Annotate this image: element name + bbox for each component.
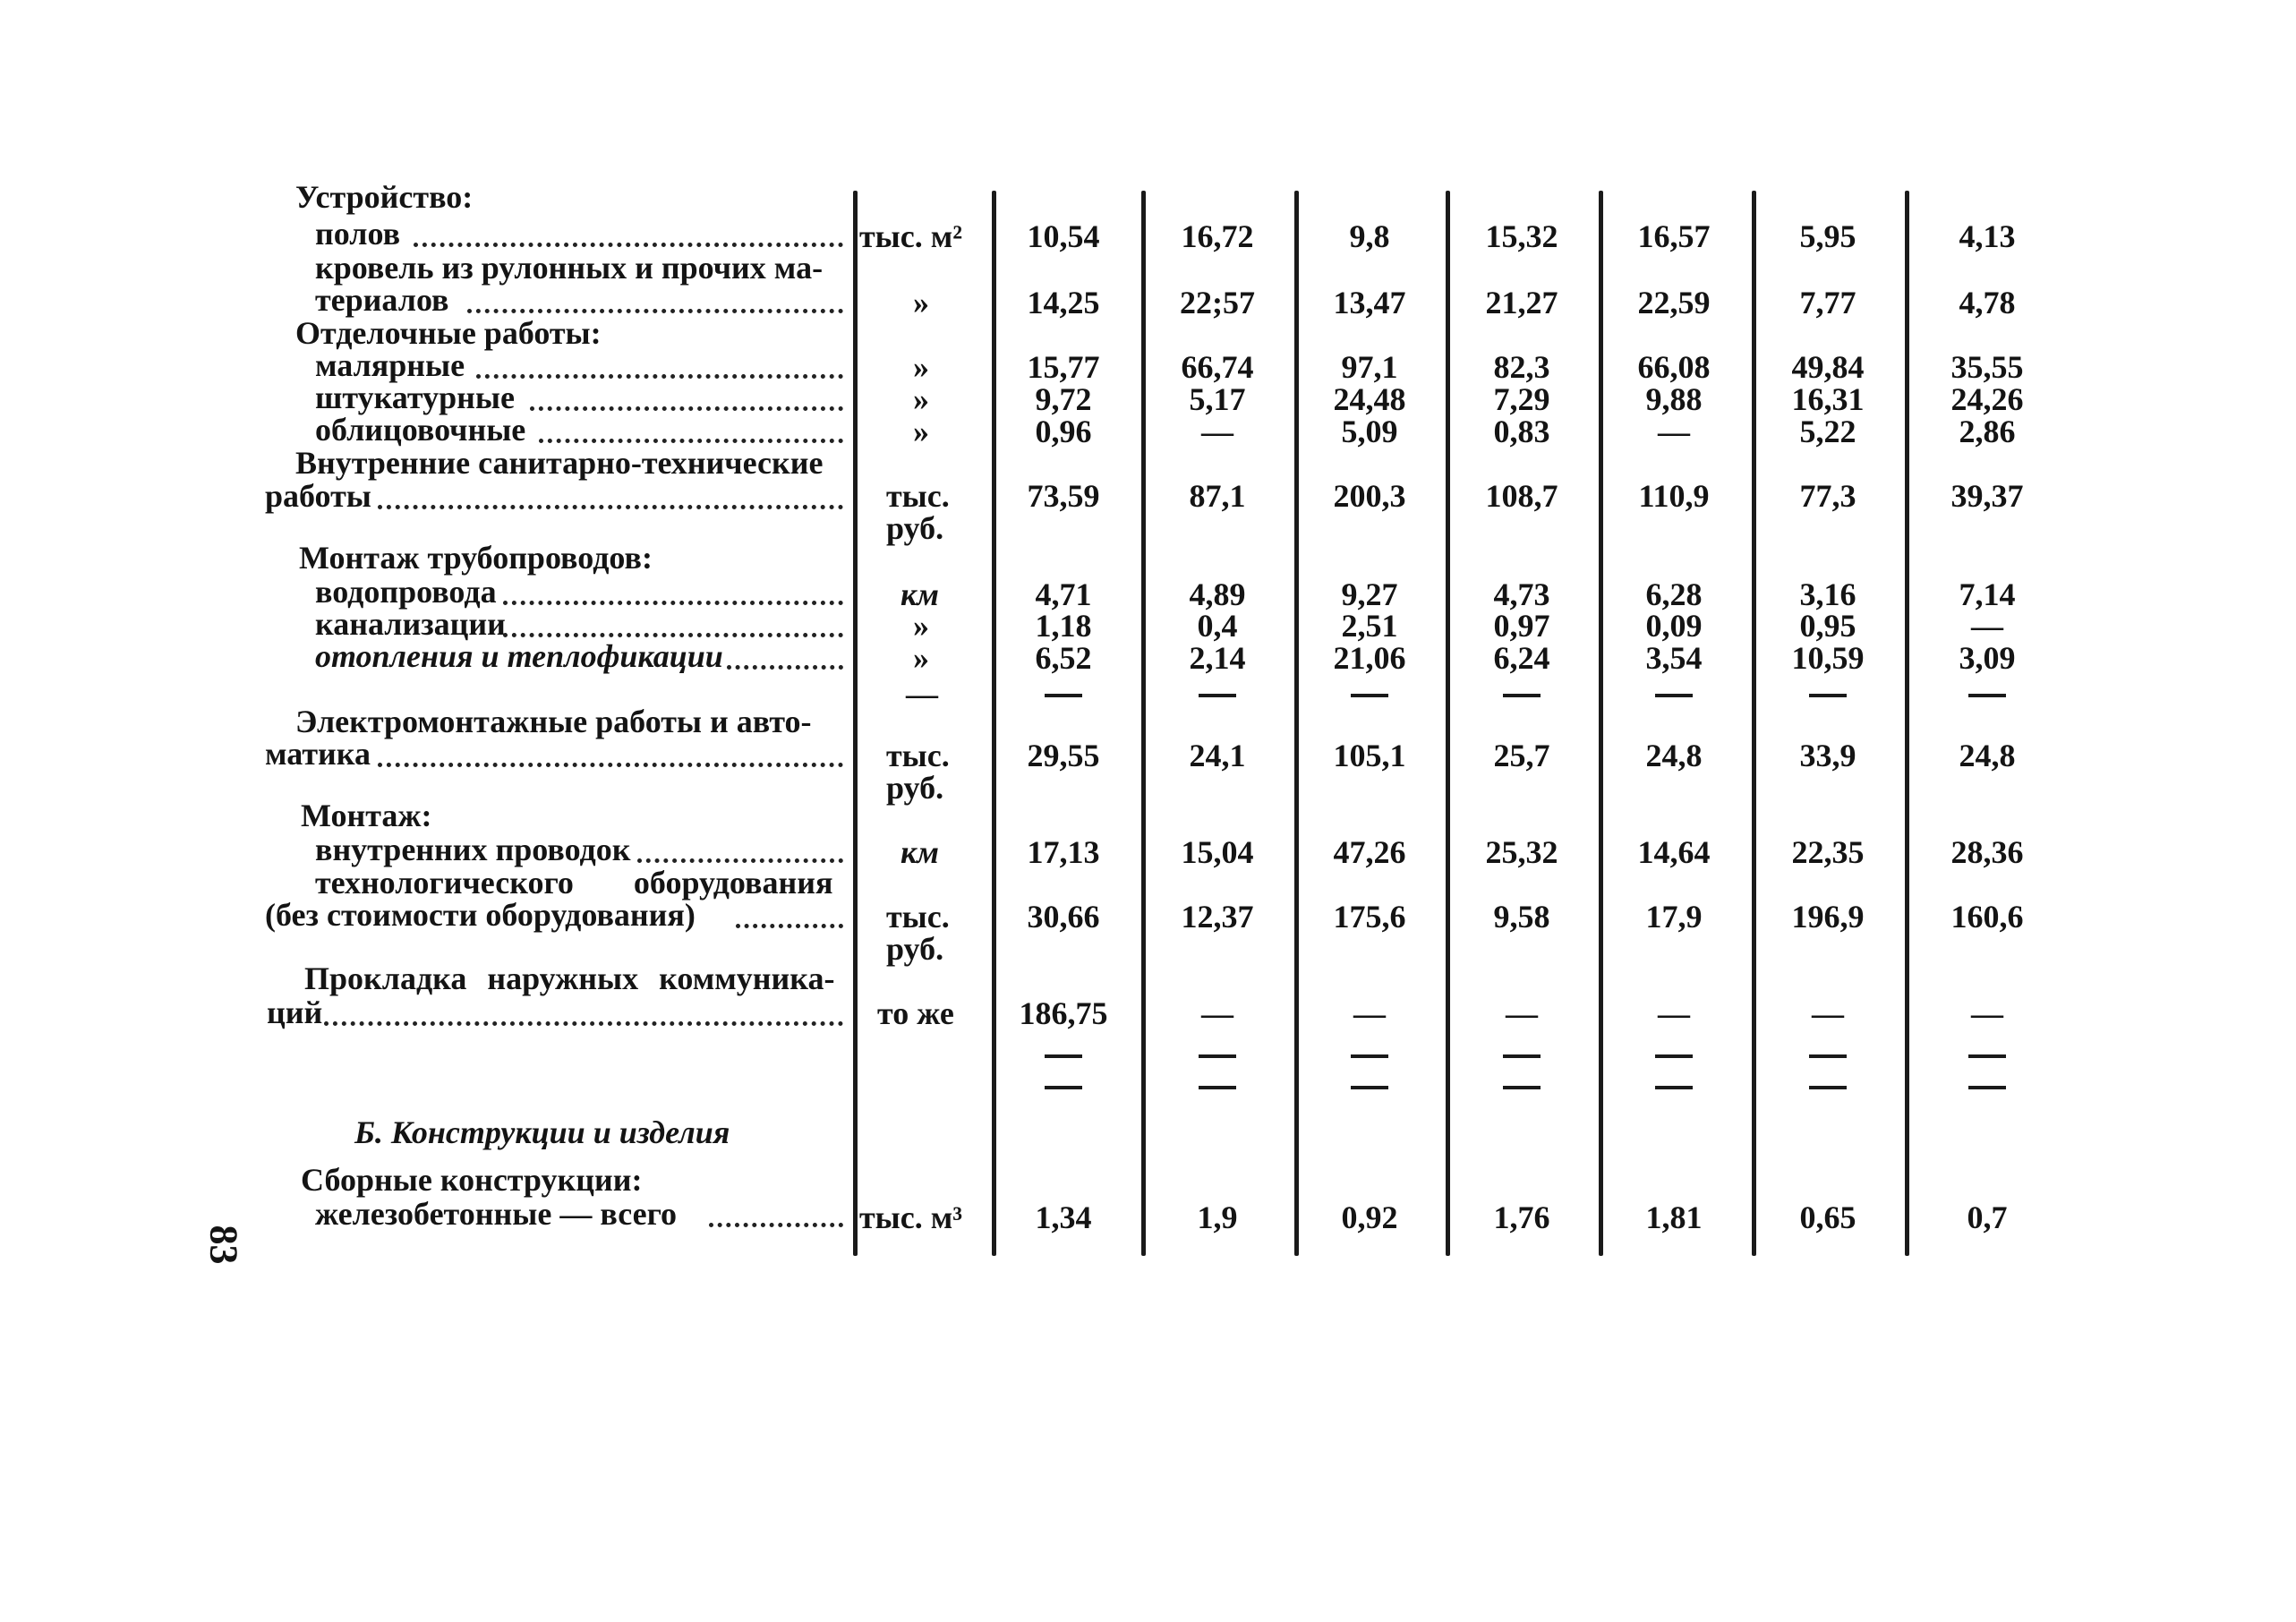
value-cell-malyarnye: 49,84: [1791, 349, 1865, 385]
value-cell-kanalizatsiya: 0,09: [1645, 608, 1703, 644]
separator-dash: [1351, 1086, 1388, 1089]
dot-leader: [727, 662, 843, 670]
value-cell-prokladka: —: [1812, 995, 1844, 1031]
dot-leader: [736, 920, 843, 928]
dot-leader: [637, 855, 843, 863]
value-cell-vodoprovod: 4,71: [1035, 576, 1092, 612]
value-cell-prokladka: —: [1506, 995, 1538, 1031]
value-cell-krovel: 4,78: [1959, 285, 2016, 320]
row-label-poly: полов: [315, 216, 401, 252]
dot-leader: [709, 1219, 843, 1227]
row-label-tekhn-1: технологического оборудования: [315, 865, 833, 901]
unit-cell: »: [913, 414, 929, 449]
row-label-krovel-1: кровель из рулонных и прочих ма-: [315, 250, 824, 286]
value-cell-tekhn: 30,66: [1027, 899, 1100, 935]
separator-dash: [1655, 1054, 1693, 1058]
row-label-oblitsovochnye: облицовочные: [315, 412, 526, 448]
value-cell-krovel: 14,25: [1027, 285, 1100, 320]
value-cell-prokladka: —: [1971, 995, 2003, 1031]
unit-cell: руб.: [886, 931, 944, 967]
value-cell-shtukaturnye: 24,26: [1950, 381, 2024, 417]
value-cell-malyarnye: 66,74: [1181, 349, 1254, 385]
value-cell-zhb: 0,65: [1799, 1199, 1856, 1235]
value-cell-vodoprovod: 7,14: [1959, 576, 2016, 612]
row-label-tekhn-2: (без стоимости оборудования): [265, 897, 696, 933]
separator-dash: [1655, 694, 1693, 697]
separator-dash: [1968, 694, 2006, 697]
value-cell-vnutr: 200,3: [1333, 478, 1406, 514]
value-cell-otoplenie: 10,59: [1791, 640, 1865, 676]
value-cell-otoplenie: 3,54: [1645, 640, 1703, 676]
column-rule: [1752, 191, 1756, 1256]
value-cell-vnutr: 108,7: [1485, 478, 1558, 514]
dot-leader: [324, 1018, 843, 1026]
value-cell-kanalizatsiya: 2,51: [1341, 608, 1398, 644]
column-rule: [1294, 191, 1299, 1256]
separator-dash: [1809, 1086, 1847, 1089]
value-cell-vnutr: 77,3: [1799, 478, 1856, 514]
separator-dash: [1503, 1086, 1541, 1089]
value-cell-kanalizatsiya: 0,95: [1799, 608, 1856, 644]
unit-cell: »: [913, 381, 929, 417]
value-cell-vodoprovod: 9,27: [1341, 576, 1398, 612]
value-cell-vodoprovod: 4,73: [1493, 576, 1550, 612]
value-cell-vnutr: 87,1: [1189, 478, 1246, 514]
unit-cell: руб.: [886, 770, 944, 806]
value-cell-tekhn: 175,6: [1333, 899, 1406, 935]
value-cell-krovel: 7,77: [1799, 285, 1856, 320]
row-label-prokladka-1: Прокладка наружных коммуника-: [304, 960, 835, 996]
value-cell-elektro: 24,1: [1189, 738, 1246, 773]
row-label-vnutr-1: Внутренние санитарно-технические: [295, 445, 824, 481]
value-cell-elektro: 24,8: [1959, 738, 2016, 773]
separator-dash: [1351, 694, 1388, 697]
row-label-vnutr-2: работы: [265, 478, 371, 514]
value-cell-vodoprovod: 3,16: [1799, 576, 1856, 612]
value-cell-prokladka: —: [1201, 995, 1233, 1031]
separator-dash: [1503, 694, 1541, 697]
value-cell-krovel: 21,27: [1485, 285, 1558, 320]
value-cell-oblitsovochnye: 0,83: [1493, 414, 1550, 449]
separator-dash: [1968, 1086, 2006, 1089]
row-label-sbornye: Сборные конструкции:: [301, 1162, 643, 1198]
dot-leader: [378, 759, 843, 767]
value-cell-elektro: 25,7: [1493, 738, 1550, 773]
value-cell-provodki: 25,32: [1485, 834, 1558, 870]
value-cell-vnutr: 73,59: [1027, 478, 1100, 514]
unit-cell: —: [906, 676, 938, 712]
row-label-montazh-trub: Монтаж трубопроводов:: [299, 540, 653, 576]
unit-cell: тыс. м³: [859, 1199, 963, 1235]
value-cell-kanalizatsiya: 0,97: [1493, 608, 1550, 644]
row-label-provodki: внутренних проводок: [315, 832, 631, 867]
row-label-vodoprovod: водопровода: [315, 574, 497, 610]
value-cell-malyarnye: 97,1: [1341, 349, 1398, 385]
separator-dash: [1809, 1054, 1847, 1058]
value-cell-tekhn: 160,6: [1950, 899, 2024, 935]
value-cell-kanalizatsiya: —: [1971, 608, 2003, 644]
value-cell-poly: 4,13: [1959, 218, 2016, 254]
value-cell-kanalizatsiya: 0,4: [1197, 608, 1238, 644]
value-cell-vodoprovod: 6,28: [1645, 576, 1703, 612]
dot-leader: [539, 435, 843, 443]
value-cell-oblitsovochnye: 5,22: [1799, 414, 1856, 449]
dot-leader: [530, 403, 843, 411]
value-cell-otoplenie: 3,09: [1959, 640, 2016, 676]
separator-dash: [1199, 694, 1236, 697]
value-cell-krovel: 13,47: [1333, 285, 1406, 320]
value-cell-otoplenie: 2,14: [1189, 640, 1246, 676]
row-label-otoplenie: отопления и теплофикации: [315, 638, 723, 674]
unit-cell: тыс.: [886, 899, 950, 935]
value-cell-poly: 10,54: [1027, 218, 1100, 254]
value-cell-malyarnye: 82,3: [1493, 349, 1550, 385]
value-cell-provodki: 17,13: [1027, 834, 1100, 870]
value-cell-prokladka: —: [1353, 995, 1386, 1031]
row-label-krovel-2: териалов: [315, 282, 449, 318]
separator-dash: [1045, 694, 1082, 697]
row-label-shtukaturnye: штукатурные: [315, 380, 515, 415]
value-cell-zhb: 0,92: [1341, 1199, 1398, 1235]
value-cell-otoplenie: 6,52: [1035, 640, 1092, 676]
value-cell-elektro: 24,8: [1645, 738, 1703, 773]
separator-dash: [1809, 694, 1847, 697]
value-cell-provodki: 47,26: [1333, 834, 1406, 870]
unit-cell: км: [900, 834, 939, 870]
column-rule: [1141, 191, 1146, 1256]
value-cell-poly: 15,32: [1485, 218, 1558, 254]
separator-dash: [1655, 1086, 1693, 1089]
value-cell-malyarnye: 35,55: [1950, 349, 2024, 385]
dot-leader: [378, 501, 843, 509]
value-cell-poly: 9,8: [1349, 218, 1390, 254]
value-cell-poly: 5,95: [1799, 218, 1856, 254]
row-label-zhb: железобетонные — всего: [315, 1196, 678, 1232]
column-rule: [1446, 191, 1450, 1256]
value-cell-tekhn: 12,37: [1181, 899, 1254, 935]
separator-dash: [1503, 1054, 1541, 1058]
value-cell-krovel: 22;57: [1180, 285, 1255, 320]
row-label-malyarnye: малярные: [315, 347, 465, 383]
row-label-elektro-1: Электромонтажные работы и авто-: [295, 704, 812, 739]
column-rule: [1599, 191, 1603, 1256]
value-cell-krovel: 22,59: [1637, 285, 1711, 320]
value-cell-oblitsovochnye: 2,86: [1959, 414, 2016, 449]
value-cell-malyarnye: 15,77: [1027, 349, 1100, 385]
value-cell-shtukaturnye: 24,48: [1333, 381, 1406, 417]
value-cell-provodki: 14,64: [1637, 834, 1711, 870]
value-cell-vodoprovod: 4,89: [1189, 576, 1246, 612]
row-label-kanalizatsiya: канализации: [315, 606, 506, 642]
separator-dash: [1045, 1086, 1082, 1089]
row-label-elektro-2: матика: [265, 736, 371, 772]
value-cell-oblitsovochnye: 0,96: [1035, 414, 1092, 449]
unit-cell: »: [913, 640, 929, 676]
value-cell-shtukaturnye: 5,17: [1189, 381, 1246, 417]
unit-cell: тыс.: [886, 478, 950, 514]
separator-dash: [1351, 1054, 1388, 1058]
separator-dash: [1199, 1086, 1236, 1089]
unit-cell: км: [900, 576, 939, 612]
value-cell-provodki: 22,35: [1791, 834, 1865, 870]
value-cell-otoplenie: 6,24: [1493, 640, 1550, 676]
unit-cell: »: [913, 608, 929, 644]
column-rule: [853, 191, 858, 1256]
value-cell-elektro: 29,55: [1027, 738, 1100, 773]
section-title: Б. Конструкции и изделия: [354, 1114, 730, 1150]
value-cell-shtukaturnye: 7,29: [1493, 381, 1550, 417]
value-cell-oblitsovochnye: —: [1201, 414, 1233, 449]
value-cell-zhb: 1,9: [1197, 1199, 1238, 1235]
row-label-otdelochnye: Отделочные работы:: [295, 315, 602, 351]
value-cell-tekhn: 9,58: [1493, 899, 1550, 935]
dot-leader: [476, 371, 843, 379]
unit-cell: тыс.: [886, 738, 950, 773]
value-cell-vnutr: 39,37: [1950, 478, 2024, 514]
value-cell-prokladka: —: [1658, 995, 1690, 1031]
dot-leader: [503, 597, 843, 605]
unit-cell: то же: [877, 995, 954, 1031]
value-cell-poly: 16,57: [1637, 218, 1711, 254]
value-cell-provodki: 28,36: [1950, 834, 2024, 870]
value-cell-elektro: 105,1: [1333, 738, 1406, 773]
value-cell-otoplenie: 21,06: [1333, 640, 1406, 676]
value-cell-tekhn: 196,9: [1791, 899, 1865, 935]
value-cell-tekhn: 17,9: [1645, 899, 1703, 935]
value-cell-shtukaturnye: 16,31: [1791, 381, 1865, 417]
unit-cell: тыс. м²: [859, 218, 963, 254]
value-cell-zhb: 0,7: [1967, 1199, 2008, 1235]
value-cell-zhb: 1,81: [1645, 1199, 1703, 1235]
unit-cell: »: [913, 285, 929, 320]
value-cell-oblitsovochnye: —: [1658, 414, 1690, 449]
page-number: 83: [201, 1225, 246, 1265]
value-cell-zhb: 1,34: [1035, 1199, 1092, 1235]
value-cell-prokladka: 186,75: [1019, 995, 1108, 1031]
value-cell-provodki: 15,04: [1181, 834, 1254, 870]
row-label-montazh: Монтаж:: [301, 798, 432, 833]
value-cell-shtukaturnye: 9,72: [1035, 381, 1092, 417]
value-cell-elektro: 33,9: [1799, 738, 1856, 773]
row-label-ustroystvo: Устройство:: [295, 179, 474, 215]
value-cell-kanalizatsiya: 1,18: [1035, 608, 1092, 644]
row-label-prokladka-2: ций: [267, 995, 323, 1030]
value-cell-oblitsovochnye: 5,09: [1341, 414, 1398, 449]
value-cell-zhb: 1,76: [1493, 1199, 1550, 1235]
column-rule: [1905, 191, 1909, 1256]
value-cell-vnutr: 110,9: [1638, 478, 1710, 514]
dot-leader: [503, 629, 843, 637]
separator-dash: [1199, 1054, 1236, 1058]
value-cell-malyarnye: 66,08: [1637, 349, 1711, 385]
unit-cell: »: [913, 349, 929, 385]
separator-dash: [1045, 1054, 1082, 1058]
dot-leader: [467, 305, 843, 313]
value-cell-shtukaturnye: 9,88: [1645, 381, 1703, 417]
unit-cell: руб.: [886, 510, 944, 546]
value-cell-poly: 16,72: [1181, 218, 1254, 254]
dot-leader: [414, 239, 843, 247]
separator-dash: [1968, 1054, 2006, 1058]
